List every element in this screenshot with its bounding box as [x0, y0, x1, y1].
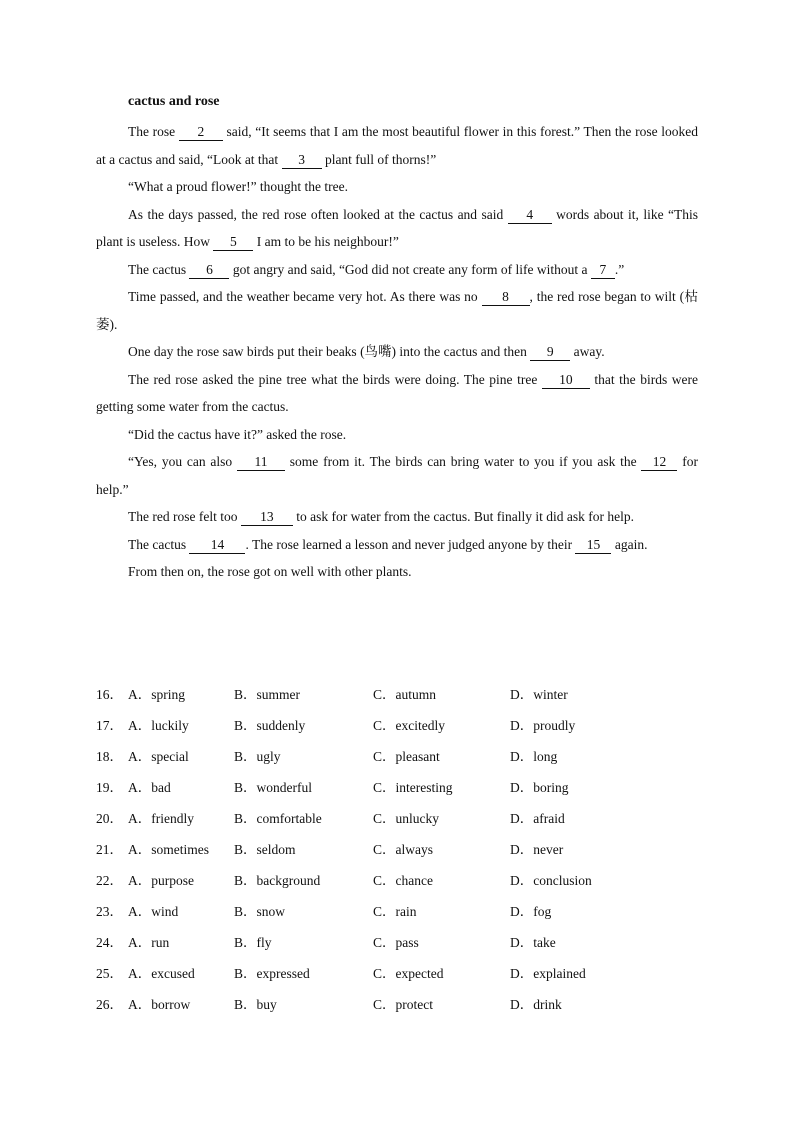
text: The cactus	[128, 536, 190, 552]
text: got angry and said, “God did not create any form of life without a	[229, 261, 591, 277]
option-b[interactable]: B．snow	[234, 904, 286, 919]
paragraph-7	[96, 366, 698, 421]
option-c[interactable]: C．expected	[373, 966, 444, 981]
option-a[interactable]: A．special	[128, 749, 189, 764]
blank-14[interactable]: 14	[189, 537, 245, 554]
blank-11[interactable]: 11	[237, 454, 285, 471]
blank-2[interactable]: 2	[179, 124, 223, 141]
question-number: 16．	[96, 687, 123, 702]
option-b[interactable]: B．suddenly	[234, 718, 306, 733]
question-number: 23．	[96, 904, 123, 919]
text: some from it. The birds can bring water to you if you ask the	[284, 454, 642, 469]
question-number: 24．	[96, 935, 123, 950]
question-number: 17．	[96, 718, 123, 733]
paragraph-10	[96, 503, 698, 531]
question-row	[96, 834, 696, 865]
question-number: 26．	[96, 997, 123, 1012]
paragraph-4	[96, 256, 698, 284]
question-row	[96, 927, 696, 958]
option-c[interactable]: C．rain	[373, 904, 417, 919]
text: said, “It seems that I am the most beautiful flower in this forest.” Then the rose looked at a cactus and said, “Look at that	[96, 124, 698, 167]
text: for help.”	[96, 454, 698, 497]
option-c[interactable]: C．pleasant	[373, 749, 440, 764]
option-c[interactable]: C．protect	[373, 997, 433, 1012]
option-a[interactable]: A．spring	[128, 687, 185, 702]
option-b[interactable]: B．ugly	[234, 749, 281, 764]
paragraph-5	[96, 283, 698, 338]
text: As the days passed, the red rose often looked at the cactus and said	[128, 206, 508, 222]
paragraph-6	[96, 338, 698, 366]
option-d[interactable]: D．take	[510, 935, 556, 950]
option-c[interactable]: C．chance	[373, 873, 433, 888]
option-b[interactable]: B．summer	[234, 687, 300, 702]
paragraph-8: “Did the cactus have it?” asked the rose.	[128, 426, 347, 442]
option-d[interactable]: D．long	[510, 749, 558, 764]
paragraph-11	[96, 531, 698, 559]
blank-5[interactable]: 5	[213, 234, 253, 251]
question-number: 20．	[96, 811, 123, 826]
question-row	[96, 772, 696, 803]
question-row	[96, 865, 696, 896]
option-d[interactable]: D．conclusion	[510, 873, 592, 888]
option-d[interactable]: D．explained	[510, 966, 586, 981]
blank-13[interactable]: 13	[241, 509, 293, 526]
option-d[interactable]: D．afraid	[510, 811, 565, 826]
option-a[interactable]: A．friendly	[128, 811, 194, 826]
option-b[interactable]: B．buy	[234, 997, 277, 1012]
option-c[interactable]: C．excitedly	[373, 718, 445, 733]
blank-3[interactable]: 3	[282, 152, 322, 169]
text: The rose	[128, 124, 179, 139]
question-row	[96, 679, 696, 710]
text: that the birds were getting some water from the cactus.	[96, 371, 698, 414]
blank-6[interactable]: 6	[189, 262, 229, 279]
blank-7[interactable]: 7	[591, 262, 615, 279]
question-row	[96, 896, 696, 927]
question-number: 22．	[96, 873, 123, 888]
question-row	[96, 741, 696, 772]
blank-15[interactable]: 15	[575, 537, 611, 554]
text: The cactus	[128, 261, 190, 277]
blank-9[interactable]: 9	[530, 344, 570, 361]
option-d[interactable]: D．drink	[510, 997, 562, 1012]
text: , the red rose began to wilt (枯萎).	[96, 289, 699, 332]
option-d[interactable]: D．winter	[510, 687, 568, 702]
option-a[interactable]: A．bad	[128, 780, 171, 795]
blank-4[interactable]: 4	[508, 207, 552, 224]
paragraph-9	[96, 448, 698, 503]
text: The red rose asked the pine tree what the birds were doing. The pine tree	[128, 371, 542, 387]
option-d[interactable]: D．never	[510, 842, 564, 857]
option-b[interactable]: B．fly	[234, 935, 272, 950]
option-c[interactable]: C．unlucky	[373, 811, 439, 826]
question-row	[96, 989, 696, 1020]
question-number: 25．	[96, 966, 123, 981]
question-row	[96, 803, 696, 834]
option-c[interactable]: C．always	[373, 842, 433, 857]
blank-10[interactable]: 10	[542, 372, 590, 389]
text: The red rose felt too	[128, 509, 241, 524]
text: away.	[570, 344, 605, 359]
option-c[interactable]: C．autumn	[373, 687, 436, 702]
paragraph-1	[96, 118, 698, 173]
option-c[interactable]: C．pass	[373, 935, 419, 950]
text: words about it, like “This plant is useless. How	[96, 206, 698, 249]
option-a[interactable]: A．excused	[128, 966, 195, 981]
question-list	[96, 679, 696, 1020]
option-d[interactable]: D．proudly	[510, 718, 576, 733]
option-a[interactable]: A．wind	[128, 904, 179, 919]
option-a[interactable]: A．borrow	[128, 997, 191, 1012]
option-b[interactable]: B．expressed	[234, 966, 310, 981]
text: plant full of thorns!”	[321, 151, 437, 167]
paragraph-2: “What a proud flower!” thought the tree.	[128, 179, 349, 194]
option-c[interactable]: C．interesting	[373, 780, 453, 795]
passage	[96, 92, 698, 586]
question-number: 19．	[96, 780, 123, 795]
option-b[interactable]: B．comfortable	[234, 811, 322, 826]
text: I am to be his neighbour!”	[253, 234, 399, 249]
option-b[interactable]: B．wonderful	[234, 780, 312, 795]
question-number: 21．	[96, 842, 123, 857]
paragraph-12: From then on, the rose got on well with other plants.	[128, 564, 412, 579]
text: again.	[611, 536, 648, 552]
blank-8[interactable]: 8	[482, 289, 530, 306]
option-a[interactable]: A．sometimes	[128, 842, 209, 857]
question-row	[96, 710, 696, 741]
question-row	[96, 958, 696, 989]
passage-title: cactus and rose	[128, 94, 220, 109]
text: Time passed, and the weather became very hot. As there was no	[128, 289, 482, 304]
text: . The rose learned a lesson and never judged anyone by their	[245, 536, 576, 552]
option-a[interactable]: A．run	[128, 935, 170, 950]
text: to ask for water from the cactus. But finally it did ask for help.	[292, 509, 635, 524]
option-b[interactable]: B．background	[234, 873, 321, 888]
option-d[interactable]: D．boring	[510, 780, 569, 795]
option-b[interactable]: B．seldom	[234, 842, 296, 857]
option-a[interactable]: A．purpose	[128, 873, 194, 888]
text: One day the rose saw birds put their beaks (鸟嘴) into the cactus and then	[128, 344, 531, 359]
text: “Yes, you can also	[128, 454, 237, 469]
option-a[interactable]: A．luckily	[128, 718, 189, 733]
option-d[interactable]: D．fog	[510, 904, 552, 919]
blank-12[interactable]: 12	[641, 454, 677, 471]
question-number: 18．	[96, 749, 123, 764]
paragraph-3	[96, 201, 698, 256]
text: .”	[614, 261, 625, 277]
